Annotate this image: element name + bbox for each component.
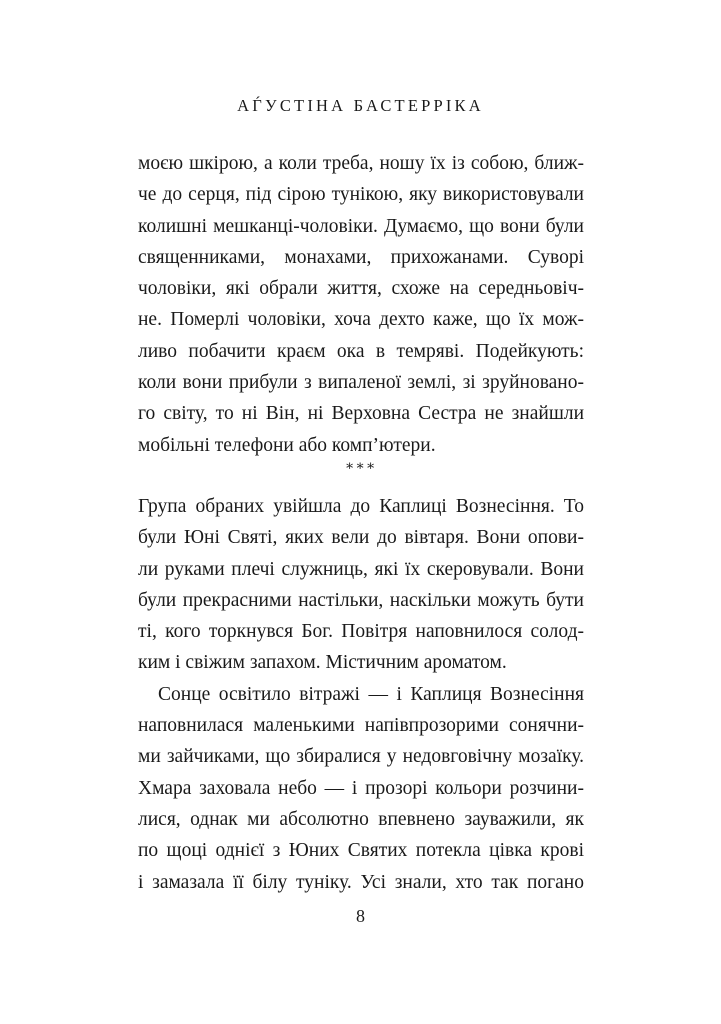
- text-line: колишні мешканці-чоловіки. Думаємо, що вони були: [138, 215, 584, 237]
- paragraph-continued: [138, 148, 584, 461]
- text-line: ли руками плечі служниць, які їх скеровували. Вони: [138, 558, 584, 580]
- text-line: Сонце освітило вітражі — і Каплиця Вознесіння: [158, 683, 584, 705]
- text-line: моєю шкірою, а коли треба, ношу їх із собою, ближ-: [138, 153, 584, 174]
- text-line: чоловіки, які обрали життя, схоже на середньовіч-: [138, 278, 584, 300]
- text-line: ким і свіжим запахом. Містичним ароматом.: [138, 652, 507, 674]
- text-line: не. Померлі чоловіки, хоча дехто каже, що їх мож-: [138, 309, 584, 331]
- text-line: ливо побачити краєм ока в темряві. Подейкують:: [138, 340, 584, 362]
- running-header: АЃУСТІНА БАСТЕРРІКА: [237, 96, 484, 115]
- text-line: коли вони прибули з випаленої землі, зі зруйновано-: [138, 372, 584, 394]
- text-line: го світу, то ні Він, ні Верховна Сестра не знайшли: [138, 403, 584, 425]
- text-line: ми зайчиками, що збиралися у недовговічну мозаїку.: [138, 746, 584, 768]
- text-line: і замазала її білу туніку. Усі знали, хто так погано: [138, 871, 584, 893]
- text-line: ті, кого торкнувся Бог. Повітря наповнилося солод-: [138, 621, 584, 643]
- text-line: че до серця, під сірою тунікою, яку використовували: [138, 184, 584, 206]
- text-line: були прекрасними настільки, наскільки можуть бути: [138, 589, 584, 611]
- text-line: були Юні Святі, яких вели до вівтаря. Вони опови-: [138, 527, 584, 549]
- text-line: мобільні телефони або комп’ютери.: [138, 434, 436, 456]
- section-separator: ∗∗∗: [344, 459, 377, 474]
- text-line: Група обраних увійшла до Каплиці Вознесіння. То: [138, 496, 584, 517]
- text-line: по щоці однієї з Юних Святих потекла цівка крові: [138, 840, 584, 862]
- text-line: лися, однак ми абсолютно впевнено зауважили, як: [138, 808, 584, 830]
- page-number: 8: [356, 906, 365, 926]
- text-line: Хмара заховала небо — і прозорі кольори розчини-: [138, 777, 584, 799]
- text-line: священниками, монахами, прихожанами. Суворі: [138, 246, 584, 268]
- text-line: наповнилася маленькими напівпрозорими сонячни-: [138, 715, 584, 737]
- paragraph-section: [138, 491, 584, 898]
